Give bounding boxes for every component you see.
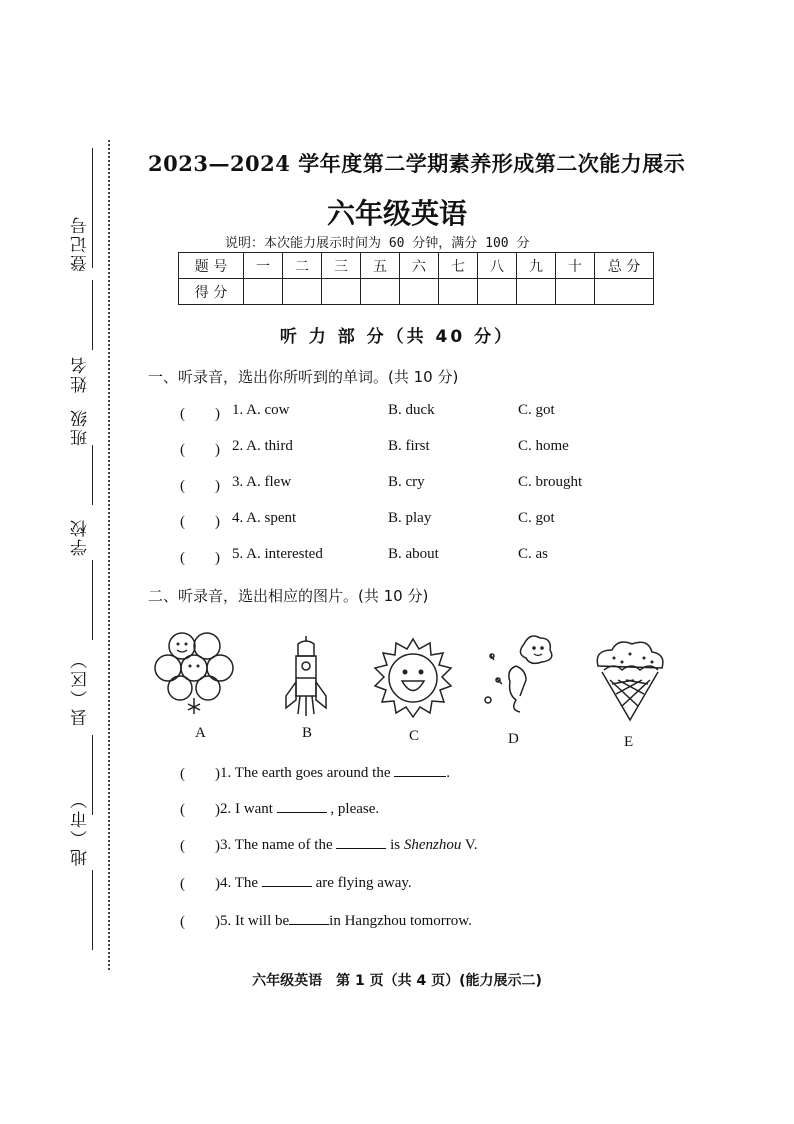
sentence [220, 910, 472, 930]
score-cell [439, 279, 478, 305]
sentence [220, 872, 412, 892]
score-cell [283, 279, 322, 305]
listening-section-heading: 听 力 部 分（共 40 分） [279, 327, 515, 347]
answer-paren: ( ) [180, 406, 220, 422]
score-col-header: 七 [439, 253, 478, 279]
sentence [220, 762, 450, 782]
score-col-header: 十 [556, 253, 595, 279]
answer-paren: ( ) [180, 514, 220, 530]
binding-city-label: 地（市） [71, 790, 91, 866]
binding-line-city [92, 870, 93, 950]
sentence-text: is [390, 837, 401, 853]
score-col-header: 五 [361, 253, 400, 279]
picture-label: E [624, 734, 634, 750]
sentence-text: 5. It will be [220, 913, 290, 929]
sentence-text: V. [464, 837, 478, 853]
exam-note: 说明：本次能力展示时间为 60 分钟，满分 100 分 [225, 236, 530, 251]
exam-title: 2023—2024 学年度第二学期素养形成第二次能力展示 [148, 151, 686, 176]
option-b: B. cry [388, 474, 425, 490]
picture-label: A [195, 725, 206, 741]
answer-paren: ( ) [180, 550, 220, 566]
part1-heading: 一、听录音，选出你所听到的单词。(共 10 分) [148, 368, 459, 386]
picture-label: B [302, 725, 313, 741]
dandelion-icon [480, 630, 560, 716]
blank [277, 798, 327, 813]
sentence-text: 1. The earth goes around the [220, 765, 391, 781]
sentence [220, 834, 478, 854]
option-c: C. got [518, 402, 555, 418]
option-b: B. about [388, 546, 439, 562]
option-b: B. play [388, 510, 432, 526]
ice-cream-icon [592, 636, 668, 724]
page-footer: 六年级英语 第 1 页（共 4 页）(能力展示二) [252, 973, 542, 989]
binding-line-class [92, 445, 93, 505]
option-c: C. as [518, 546, 548, 562]
option-c: C. home [518, 438, 569, 454]
option-b: B. first [388, 438, 430, 454]
answer-paren: ( ) [180, 442, 220, 458]
binding-name-label: 姓名 [71, 355, 91, 393]
sentence [220, 798, 379, 818]
option-a: 3. A. flew [232, 474, 292, 490]
answer-paren: ( ) [180, 914, 220, 930]
score-cell [322, 279, 361, 305]
sentence-text: , please. [330, 801, 380, 817]
answer-paren: ( ) [180, 838, 220, 854]
balloons-icon [152, 628, 242, 718]
score-cell [244, 279, 283, 305]
score-cell [517, 279, 556, 305]
blank [394, 762, 446, 777]
score-col-header: 六 [400, 253, 439, 279]
option-a: 4. A. spent [232, 510, 297, 526]
score-row-label: 题 号 [179, 253, 244, 279]
binding-line-school [92, 560, 93, 640]
answer-paren: ( ) [180, 478, 220, 494]
score-col-header: 九 [517, 253, 556, 279]
blank [289, 910, 329, 925]
answer-paren: ( ) [180, 766, 220, 782]
cut-line [108, 140, 110, 970]
option-a: 5. A. interested [232, 546, 323, 562]
score-cell [556, 279, 595, 305]
score-col-header: 八 [478, 253, 517, 279]
option-a: 2. A. third [232, 438, 293, 454]
sun-icon [370, 636, 456, 722]
score-row-label: 得 分 [179, 279, 244, 305]
score-cell [595, 279, 654, 305]
rocket-icon [280, 634, 332, 718]
sentence-text: 4. The [220, 875, 259, 891]
binding-school-label: 学校 [71, 518, 91, 556]
score-cell [478, 279, 517, 305]
option-c: C. got [518, 510, 555, 526]
option-a: 1. A. cow [232, 402, 290, 418]
sentence-text: 3. The name of the [220, 837, 333, 853]
score-cell [400, 279, 439, 305]
answer-paren: ( ) [180, 802, 220, 818]
sentence-text: 2. I want [220, 801, 273, 817]
sentence-text: in Hangzhou tomorrow. [329, 913, 472, 929]
binding-county-label: 县（区） [71, 650, 91, 726]
sentence-italic: Shenzhou [403, 837, 462, 853]
picture-label: C [409, 728, 420, 744]
binding-registration-label: 登记号 [71, 215, 91, 272]
exam-subtitle: 六年级英语 [326, 197, 467, 230]
part2-heading: 二、听录音，选出相应的图片。(共 10 分) [148, 587, 429, 605]
blank [336, 834, 386, 849]
score-table [178, 252, 654, 305]
score-cell [361, 279, 400, 305]
binding-class-label: 班级 [71, 408, 91, 446]
sentence-text: . [446, 765, 451, 781]
score-col-header: 二 [283, 253, 322, 279]
answer-paren: ( ) [180, 876, 220, 892]
option-b: B. duck [388, 402, 435, 418]
picture-label: D [508, 731, 519, 747]
option-c: C. brought [518, 474, 583, 490]
sentence-text: are flying away. [315, 875, 412, 891]
score-col-header: 总 分 [595, 253, 654, 279]
score-col-header: 三 [322, 253, 361, 279]
score-col-header: 一 [244, 253, 283, 279]
blank [262, 872, 312, 887]
